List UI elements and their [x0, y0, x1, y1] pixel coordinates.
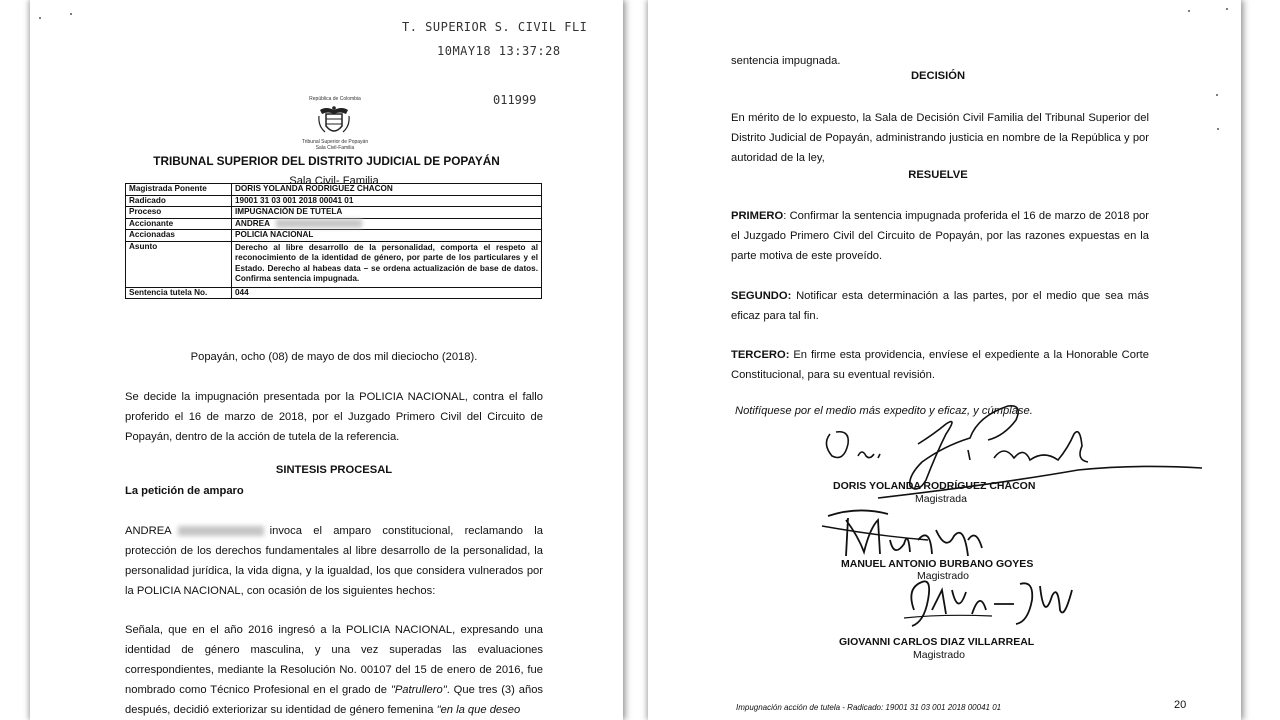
signer-role: Magistrado: [913, 649, 965, 661]
petition-paragraph: [125, 521, 543, 601]
table-label: Magistrada Ponente: [126, 184, 232, 196]
scan-speck: [1226, 8, 1228, 10]
signer-name: DORIS YOLANDA RODRÍGUEZ CHACON: [833, 480, 1036, 492]
table-label: Accionadas: [126, 230, 232, 242]
decision-heading: DECISIÓN: [910, 70, 966, 82]
table-row: [126, 184, 542, 196]
scan-speck: [1188, 10, 1190, 12]
third-resolution: [731, 345, 1149, 385]
claimant-name: ANDREA: [235, 218, 271, 228]
second-resolution: [731, 286, 1149, 326]
date-line: Popayán, ocho (08) de mayo de dos mil dieciocho (2018).: [190, 351, 478, 363]
chamber-name: Sala Civil- Familia: [289, 175, 379, 187]
third-text: En firme esta providencia, envíese el expediente a la Honorable Corte Constitucional, para su eventual revisión.: [731, 349, 1149, 381]
facts-quote: "en la que deseo: [436, 704, 521, 716]
rank-quote: "Patrullero": [390, 684, 447, 696]
scan-speck: [39, 17, 41, 19]
scan-speck: [1216, 94, 1218, 96]
third-label: TERCERO:: [731, 349, 790, 361]
first-label: PRIMERO: [731, 210, 784, 222]
case-info-table: [125, 183, 542, 299]
court-title: TRIBUNAL SUPERIOR DEL DISTRITO JUDICIAL DE POPAYÁN: [153, 154, 500, 168]
table-row: [126, 241, 542, 287]
table-row: [126, 218, 542, 230]
scan-speck: [1217, 128, 1219, 130]
table-value: 044: [232, 287, 542, 299]
second-text: Notificar esta determinación a las partes, por el medio que sea más eficaz para tal fin.: [731, 290, 1149, 322]
table-value: [232, 218, 542, 230]
emblem-top-text: República de Colombia: [309, 96, 361, 102]
table-value: IMPUGNACIÓN DE TUTELA: [232, 207, 542, 219]
signer-role: Magistrada: [915, 493, 967, 505]
decision-paragraph: En mérito de lo expuesto, la Sala de Decisión Civil Familia del Tribunal Superior del Distrito Judicial de Popayán, administrando justicia en nombre de la República y por autoridad de la ley,: [731, 112, 1149, 164]
redacted-surname: [178, 526, 264, 536]
table-label: Asunto: [126, 241, 232, 287]
section-heading: SINTESIS PROCESAL: [275, 464, 393, 476]
colombia-coat-of-arms-icon: [316, 104, 352, 138]
received-stamp-date: 10MAY18 13:37:28: [437, 44, 561, 58]
table-label: Proceso: [126, 207, 232, 219]
table-label: Accionante: [126, 218, 232, 230]
redacted-surname: [276, 219, 362, 228]
table-row: [126, 207, 542, 219]
emblem-bottom-line1: Tribunal Superior de Popayán: [301, 139, 369, 145]
table-row: [126, 287, 542, 299]
intro-paragraph: Se decide la impugnación presentada por la POLICIA NACIONAL, contra el fallo proferido el 16 de marzo de 2018, por el Juzgado Primero Civil del Circuito de Popayán, dentro de la acción de tutela de la referencia.: [125, 391, 543, 443]
second-label: SEGUNDO:: [731, 290, 792, 302]
page-number: 20: [1174, 699, 1187, 711]
facts-paragraph: [125, 620, 543, 720]
table-value: DORIS YOLANDA RODRIGUEZ CHACON: [232, 184, 542, 196]
first-text: : Confirmar la sentencia impugnada proferida el 16 de marzo de 2018 por el Juzgado Primero Civil del Circuito de Popayán, por las razones expuestas en la parte motiva de este proveído.: [731, 210, 1149, 262]
folio-number: 011999: [493, 93, 537, 107]
page-footer: Impugnación acción de tutela - Radicado: 19001 31 03 001 2018 00041 01: [736, 703, 1002, 712]
table-value: POLICIA NACIONAL: [232, 230, 542, 242]
signer-name: MANUEL ANTONIO BURBANO GOYES: [841, 558, 1034, 570]
petition-text: invoca el amparo constitucional, reclamando la protección de los derechos fundamentales al libre desarrollo de la personalidad, la personalidad jurídica, la vida digna, y la igualdad, los que considera vulnerados por la POLICIA NACIONAL, con ocasión de los siguientes hechos:: [125, 525, 543, 597]
signer-role: Magistrado: [917, 570, 969, 582]
table-label: Radicado: [126, 195, 232, 207]
table-value: 19001 31 03 001 2018 00041 01: [232, 195, 542, 207]
table-row: [126, 230, 542, 242]
table-value: Derecho al libre desarrollo de la personalidad, comporta el respeto al reconocimiento de la identidad de género, por parte de los particulares y el Estado. Derecho al habeas data – se ordena actualización de base de datos. Confirma sentencia impugnada.: [232, 241, 542, 287]
first-resolution: [731, 206, 1149, 266]
table-row: [126, 195, 542, 207]
signature-giovanni-image: [902, 570, 1082, 632]
facts-text: Señala, que en el año 2016 ingresó a la POLICIA NACIONAL, expresando una identidad de género masculina, y una vez superadas las evaluaciones correspondientes, mediante la Resolución No. 00107 del 15 de enero de 2016, fue nombrado como Técnico Profesional en el grado de: [125, 624, 543, 696]
left-document-page: [30, 0, 623, 720]
received-stamp-court: T. SUPERIOR S. CIVIL FLI: [402, 20, 588, 34]
table-label: Sentencia tutela No.: [126, 287, 232, 299]
subheading: La petición de amparo: [125, 485, 244, 497]
right-document-page: [648, 0, 1241, 720]
facts-text-continued: . Que tres (3) años después, decidió exteriorizar su identidad de género femenina: [125, 684, 544, 716]
signer-name: GIOVANNI CARLOS DIAZ VILLARREAL: [839, 636, 1035, 648]
continuation-text: sentencia impugnada.: [731, 55, 841, 67]
notify-line: Notifíquese por el medio más expedito y eficaz, y cúmplase.: [735, 405, 1033, 417]
resolve-heading: RESUELVE: [908, 169, 968, 181]
scan-speck: [70, 13, 72, 15]
petitioner-name: ANDREA: [125, 525, 172, 537]
emblem-bottom-line2: Sala Civil-Familia: [315, 145, 355, 151]
